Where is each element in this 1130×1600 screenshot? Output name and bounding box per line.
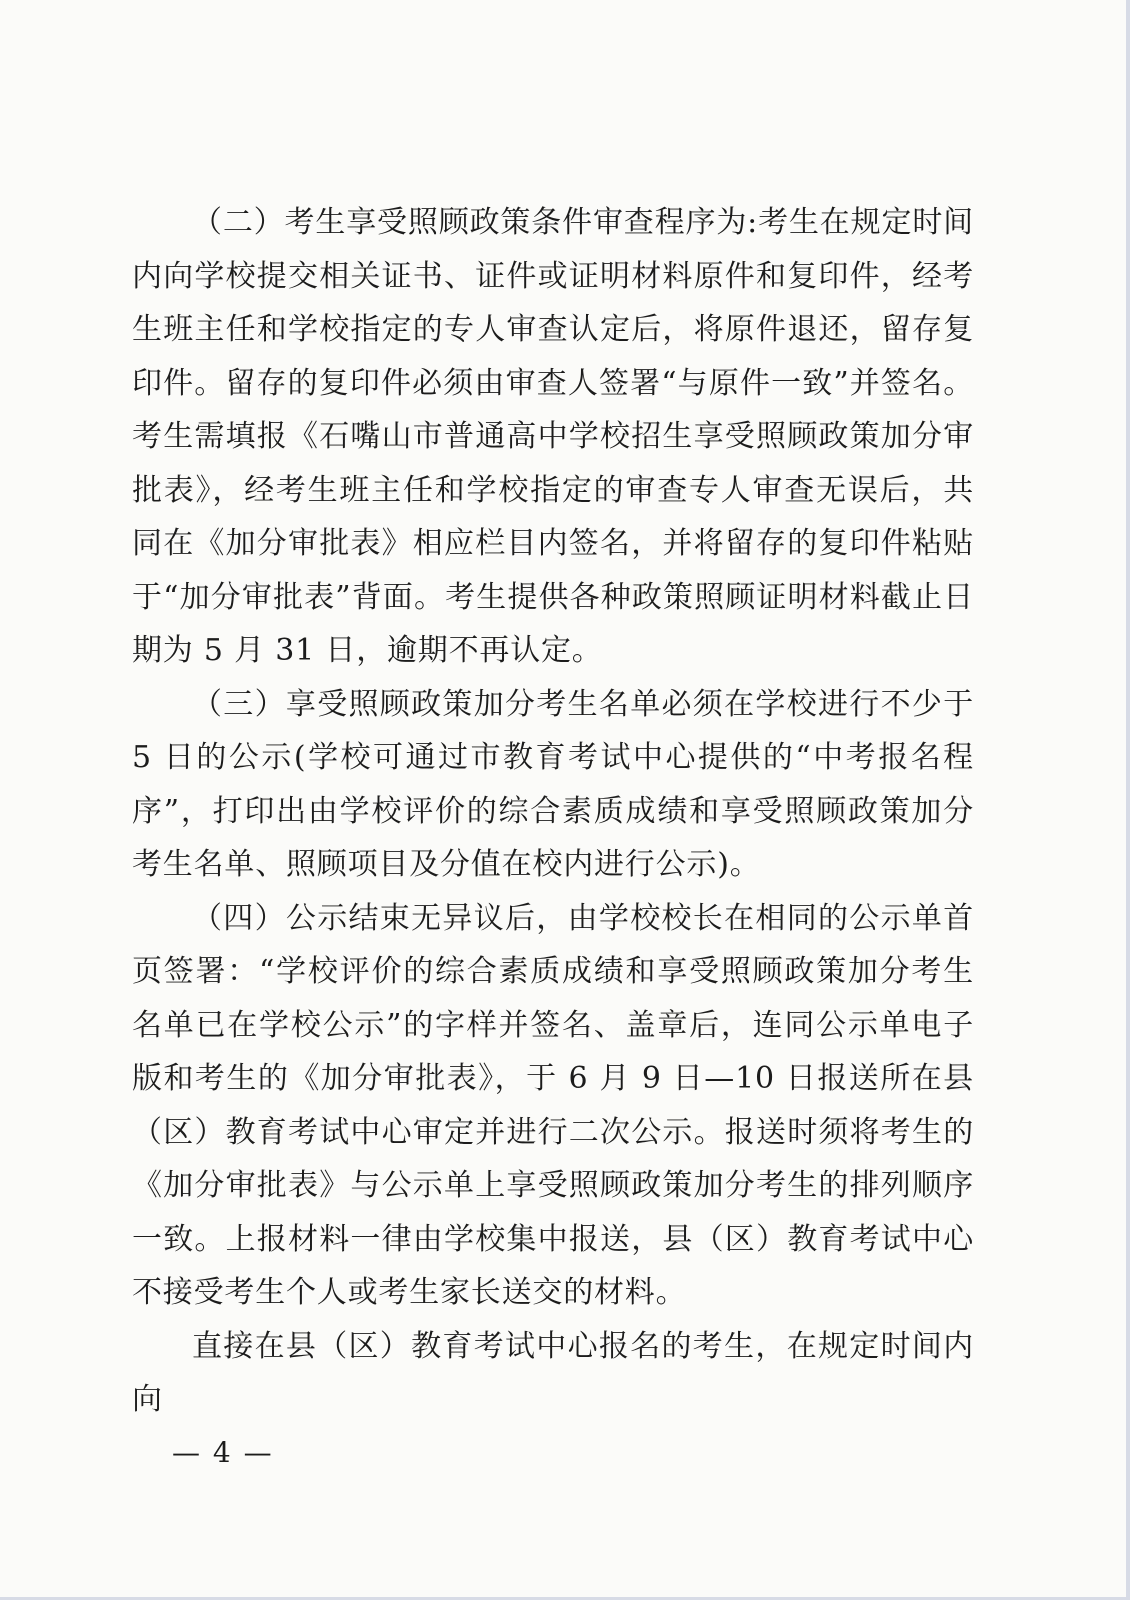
paragraph-public-notice: （三）享受照顾政策加分考生名单必须在学校进行不少于 5 日的公示(学校可通过市教育考试中心提供的“中考报名程序”，打印出由学校评价的综合素质成绩和享受照顾政策加分考生名单、照顾项目及分值在校内进行公示)。 <box>132 686 974 882</box>
paragraph-review-procedure: （二）考生享受照顾政策条件审查程序为:考生在规定时间内向学校提交相关证书、证件或证明材料原件和复印件，经考生班主任和学校指定的专人审查认定后，将原件退还，留存复印件。留存的复印件必须由审查人签署“与原件一致”并签名。考生需填报《石嘴山市普通高中学校招生享受照顾政策加分审批表》，经考生班主任和学校指定的审查专人审查无误后，共同在《加分审批表》相应栏目内签名，并将留存的复印件粘贴于“加分审批表”背面。考生提供各种政策照顾证明材料截止日期为 5 月 31 日，逾期不再认定。 <box>132 205 974 668</box>
paragraph-direct-registration: 直接在县（区）教育考试中心报名的考生，在规定时间内向 <box>132 1328 974 1417</box>
scan-edge-right <box>1126 0 1130 1600</box>
document-body <box>132 196 974 1427</box>
page-number: — 4 — <box>172 1436 274 1469</box>
paragraph-submission: （四）公示结束无异议后，由学校校长在相同的公示单首页签署：“学校评价的综合素质成绩和享受照顾政策加分考生名单已在学校公示”的字样并签名、盖章后，连同公示单电子版和考生的《加分审批表》，于 6 月 9 日—10 日报送所在县（区）教育考试中心审定并进行二次公示。报送时须将考生的《加分审批表》与公示单上享受照顾政策加分考生的排列顺序一致。上报材料一律由学校集中报送，县（区）教育考试中心不接受考生个人或考生家长送交的材料。 <box>132 900 974 1310</box>
